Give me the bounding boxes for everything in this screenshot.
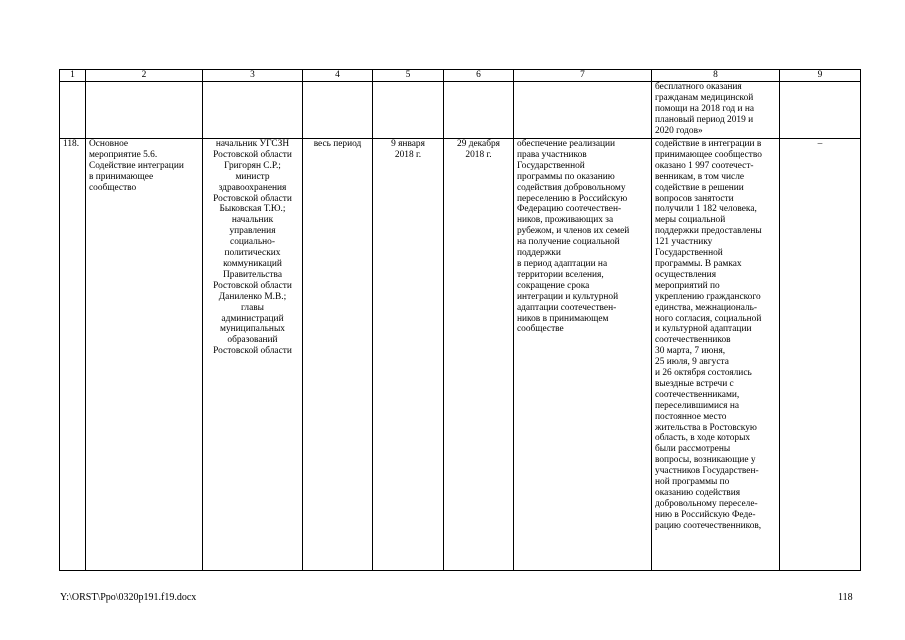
col-header-7: 7 bbox=[514, 70, 652, 82]
cont-cell-4 bbox=[303, 82, 373, 139]
file-path: Y:\ORST\Ppo\0320p191.f19.docx bbox=[60, 592, 197, 603]
cont-cell-9 bbox=[780, 82, 861, 139]
col-header-3: 3 bbox=[203, 70, 303, 82]
end-date: 29 декабря 2018 г. bbox=[444, 139, 514, 571]
continuation-row bbox=[60, 82, 861, 139]
header-row bbox=[60, 70, 861, 82]
responsible-executors: начальник УГСЗН Ростовской области Григорян С.Р.; министр здравоохранения Ростовской области Быковская Т.Ю.; начальник управления социально- политических коммуникаций Правительства Ростовской области Даниленко М.В.; главы администраций муниципальных образований Ростовской области bbox=[203, 139, 303, 571]
col-header-4: 4 bbox=[303, 70, 373, 82]
table-row bbox=[60, 139, 861, 571]
cont-cell-5 bbox=[373, 82, 444, 139]
col-header-9: 9 bbox=[780, 70, 861, 82]
cont-cell-3 bbox=[203, 82, 303, 139]
cont-cell-7 bbox=[514, 82, 652, 139]
expected-result: обеспечение реализации права участников Государственной программы по оказанию содействия добровольному переселению в Российскую Федерацию соотечествен- ников, проживающих за рубежом, и членов их семей на получение социальной поддержки в период адаптации на территории вселения, сокращение срока интеграции и культурной адаптации соотечествен- ников в принимающем сообществе bbox=[514, 139, 652, 571]
cont-cell-1 bbox=[60, 82, 86, 139]
col-header-6: 6 bbox=[444, 70, 514, 82]
measures-table bbox=[59, 69, 861, 571]
col-header-2: 2 bbox=[86, 70, 203, 82]
col-header-5: 5 bbox=[373, 70, 444, 82]
start-date: 9 января 2018 г. bbox=[373, 139, 444, 571]
cont-cell-8: бесплатного оказания гражданам медицинской помощи на 2018 год и на плановый период 2019 и 2020 годов» bbox=[652, 82, 780, 139]
col-header-8: 8 bbox=[652, 70, 780, 82]
row-number: 118. bbox=[60, 139, 86, 571]
cont-cell-2 bbox=[86, 82, 203, 139]
col-header-1: 1 bbox=[60, 70, 86, 82]
cont-cell-6 bbox=[444, 82, 514, 139]
implementation-period: весь период bbox=[303, 139, 373, 571]
measure-name: Основное мероприятие 5.6. Содействие интеграции в принимающее сообщество bbox=[86, 139, 203, 571]
actual-result: содействие в интеграции в принимающее сообщество оказано 1 997 соотечест- венникам, в том числе содействие в решении вопросов занятости получили 1 182 человека, меры социальной поддержки предоставлены 121 участнику Государственной программы. В рамках осуществления мероприятий по укреплению гражданского единства, межнациональ- ного согласия, социальной и культурной адаптации соотечественников 30 марта, 7 июня, 25 июля, 9 августа и 26 октября состоялись выездные встречи с соотечественниками, переселившимися на постоянное место жительства в Ростовскую область, в ходе которых были рассмотрены вопросы, возникающие у участников Государствен- ной программы по оказанию содействия добровольному переселе- нию в Российскую Феде- рацию соотечественников, bbox=[652, 139, 780, 571]
note-cell: – bbox=[780, 139, 861, 571]
page-number: 118 bbox=[838, 592, 853, 603]
